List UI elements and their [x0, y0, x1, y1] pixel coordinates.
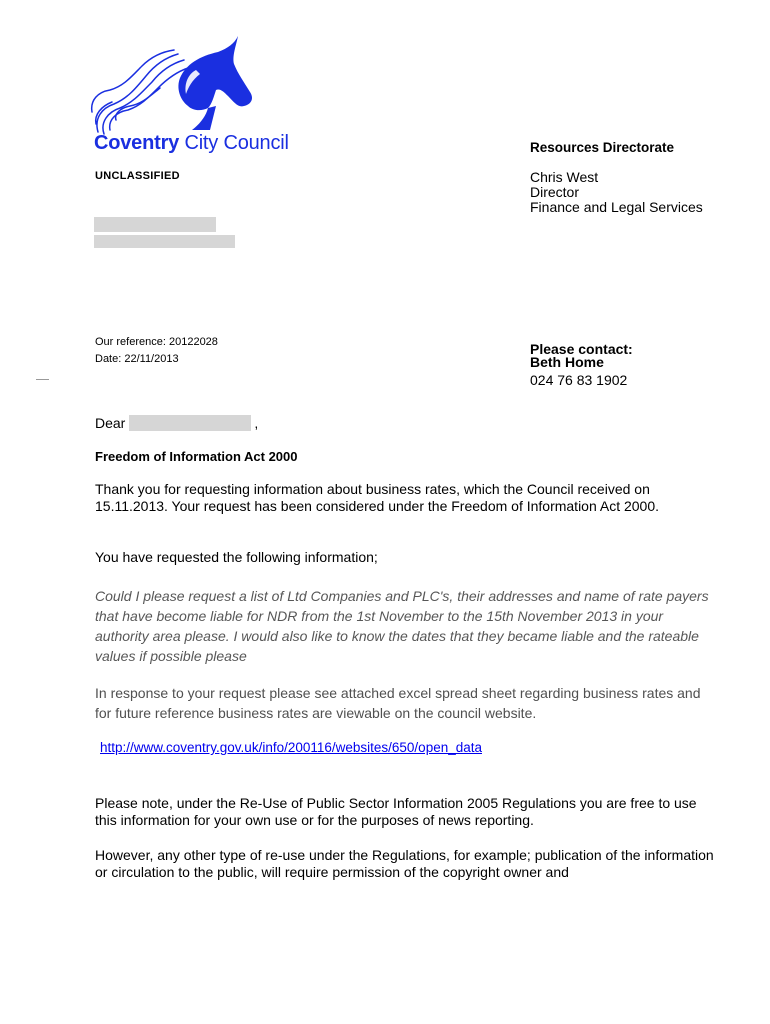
paragraph-reuse-permission: However, any other type of re-use under the Regulations, for example; publication of the information or circulation to the public, will require permission of the copyright owner and: [95, 847, 714, 880]
contact-phone: 024 76 83 1902: [530, 372, 628, 388]
paragraph-reuse-note: Please note, under the Re-Use of Public Sector Information 2005 Regulations you are free to use this information for your own use or for the purposes of news reporting.: [95, 795, 697, 828]
quoted-request: Could I please request a list of Ltd Companies and PLC's, their addresses and name of rate payers that have become liable for NDR from the 1st November to the 15th November 2013 in your authority area please. I would also like to know the dates that they became liable and the rateable values if possible please: [95, 588, 709, 664]
sender-title: Director: [530, 184, 580, 200]
sender-block: [530, 170, 703, 215]
salutation-comma: ,: [254, 415, 259, 431]
sender-department: Finance and Legal Services: [530, 199, 703, 215]
redacted-recipient-name: [129, 415, 251, 431]
coventry-city-council-logo: [88, 34, 268, 136]
logo-wordmark: [94, 132, 289, 155]
salutation: [95, 415, 258, 431]
letter-subject: Freedom of Information Act 2000: [95, 449, 298, 464]
logo-wordmark-regular: City Council: [179, 132, 289, 154]
contact-name: Beth Home: [530, 354, 604, 370]
classification-label: UNCLASSIFIED: [95, 170, 180, 182]
open-data-link[interactable]: http://www.coventry.gov.uk/info/200116/websites/650/open_data: [100, 740, 482, 755]
letter-date: Date: 22/11/2013: [95, 353, 179, 365]
paragraph-response: In response to your request please see attached excel spread sheet regarding business rates and for future reference business rates are viewable on the council website.: [95, 685, 701, 721]
contact-block: [530, 343, 633, 388]
paragraph-request-intro: You have requested the following information;: [95, 549, 378, 565]
redacted-address-line-1: [94, 217, 216, 232]
fold-mark: [36, 379, 49, 380]
reference-block: [95, 334, 218, 368]
sender-name: Chris West: [530, 169, 599, 185]
directorate-heading: Resources Directorate: [530, 140, 675, 155]
logo-wordmark-bold: Coventry: [94, 132, 180, 154]
paragraph-intro: Thank you for requesting information about business rates, which the Council received on 15.11.2013. Your request has been considered under the Freedom of Information Act 2000.: [95, 481, 660, 514]
contact-label: Please contact:: [530, 341, 633, 357]
our-reference: Our reference: 20122028: [95, 336, 218, 348]
horse-head-icon: [178, 36, 252, 110]
salutation-word: Dear: [95, 415, 126, 431]
redacted-address-line-2: [94, 235, 235, 248]
